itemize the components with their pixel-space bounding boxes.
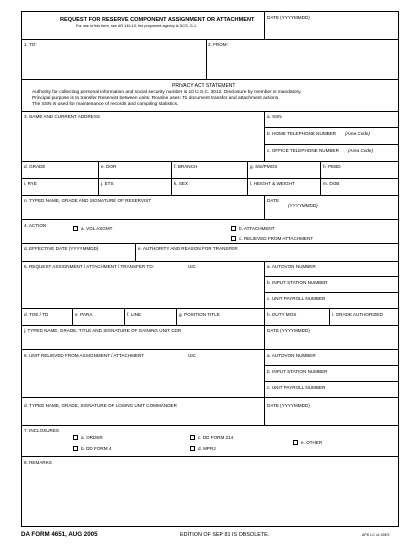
losing-cdr-field[interactable] [22, 410, 262, 424]
vol-asgmt-label: a. VOL ASGMT [81, 226, 113, 231]
grade-authorized-label: i. GRADE AUTHORIZED [332, 312, 383, 317]
dor-label: e. DOR [101, 164, 117, 169]
form-title: REQUEST FOR RESERVE COMPONENT ASSIGNMENT OR ATTACHMENT [60, 17, 255, 23]
to-field[interactable] [22, 48, 205, 78]
gaining-date-label: DATE (YYYYMMDD) [267, 328, 310, 333]
reservist-signature-label: n. TYPED NAME, GRADE AND SIGNATURE OF RESERVIST [24, 198, 152, 203]
action-label: 4. ACTION [24, 223, 47, 228]
lose-input-station-label: b. INPUT STATION NUMBER [267, 369, 328, 374]
gaining-cdr-label: j. TYPED NAME, GRADE, TITLE AND SIGNATURE OF GAINING UNIT CDR [24, 328, 182, 333]
relieved-label: c. RELIEVED FROM ATTACHMENT [239, 236, 314, 241]
home-phone-label: b. HOME TELEPHONE NUMBER [267, 131, 337, 136]
office-phone-hint: (Area Code) [348, 148, 374, 153]
transfer-to-field[interactable] [22, 270, 262, 307]
privacy-line-1: Authority for collecting personal information and social security number is 10 U.S.C. 3012. Disclosure by member is mandatory. [32, 90, 302, 95]
to-label: 1. TO: [24, 42, 37, 47]
header-date-field[interactable] [265, 22, 398, 38]
inclosures-label: 7. INCLOSURES [24, 428, 59, 433]
mprj-label: d. MPRJ [198, 446, 216, 451]
losing-cdr-label: d. TYPED NAME, GRADE, SIGNATURE OF LOSING UNIT COMMANDER [24, 403, 177, 408]
name-address-field[interactable] [22, 120, 262, 160]
para-label: e. PARA [75, 312, 93, 317]
losing-date-label: DATE (YYYYMMDD) [267, 403, 310, 408]
home-phone-hint: (Area Code) [345, 131, 371, 136]
transfer-uic-label: UIC [188, 264, 196, 269]
grade-label: d. GRADE [24, 164, 46, 169]
position-title-label: g. POSITION TITLE [179, 312, 220, 317]
line-label: f. LINE [127, 312, 142, 317]
other-label: e. OTHER [301, 440, 323, 445]
order-checkbox[interactable] [73, 435, 78, 440]
attachment-label: b. ATTACHMENT [239, 226, 275, 231]
gain-unit-payroll-label: c. UNIT PAYROLL NUMBER [267, 296, 326, 301]
dd-form-214-label: c. DD FORM 214 [198, 435, 234, 440]
form-subtitle: For use of this form, see AR 140-10; the proponent agency is DCS, G-1. [76, 24, 198, 28]
other-checkbox[interactable] [293, 440, 298, 445]
from-field[interactable] [207, 48, 397, 78]
from-label: 2. FROM: [208, 42, 228, 47]
remarks-label: 8. REMARKS [24, 460, 52, 465]
ets-label: j. ETS [101, 181, 114, 186]
order-label: a. ORDER [81, 435, 103, 440]
gain-autovon-label: a. AUTOVON NUMBER [267, 264, 316, 269]
dd-form-214-checkbox[interactable] [190, 435, 195, 440]
height-weight-label: l. HEIGHT & WEIGHT [250, 181, 295, 186]
edition-notice: EDITION OF SEP 81 IS OBSOLETE. [180, 532, 270, 538]
duty-mos-label: h. DUTY MOS [267, 312, 297, 317]
relieved-uic-label: UIC [188, 353, 196, 358]
effective-date-label: d. EFFECTIVE DATE (YYYYMMDD) [24, 246, 99, 251]
sex-label: k. SEX [174, 181, 189, 186]
gain-input-station-label: b. INPUT STATION NUMBER [267, 280, 328, 285]
remarks-field[interactable] [22, 467, 398, 525]
attachment-checkbox[interactable] [231, 226, 236, 231]
header-date-label: DATE (YYYYMMDD) [267, 15, 310, 20]
authority-label: e. AUTHORITY AND REASON FOR TRANSFER [138, 246, 238, 251]
lose-autovon-label: a. AUTOVON NUMBER [267, 353, 316, 358]
branch-label: f. BRANCH [174, 164, 198, 169]
toe-label: d. TOE / TD [24, 312, 49, 317]
gaining-cdr-field[interactable] [22, 334, 262, 348]
dd-form-4-checkbox[interactable] [73, 446, 78, 451]
privacy-title: PRIVACY ACT STATEMENT [172, 83, 236, 89]
relieved-unit-label: 6. UNIT RELIEVED FROM ASSIGNMENT / ATTACHMENT [24, 353, 145, 358]
form-number: DA FORM 4651, AUG 2005 [21, 531, 98, 538]
reservist-date-format: (YYYYMMDD) [288, 203, 318, 208]
reservist-signature-field[interactable] [22, 204, 262, 218]
privacy-line-3: The SSN is used for maintenance of records and compiling statistics. [32, 102, 179, 107]
reservist-date-label: DATE [267, 198, 279, 203]
office-phone-label: c. OFFICE TELEPHONE NUMBER [267, 148, 339, 153]
privacy-line-2: Principal purpose is to transfer Reservist between units. Routine uses: To document transfer and attachment actions. [32, 96, 280, 101]
lose-unit-payroll-label: c. UNIT PAYROLL NUMBER [267, 385, 326, 390]
relieved-unit-field[interactable] [22, 359, 262, 396]
name-address-label: 3. NAME AND CURRENT ADDRESS [24, 114, 100, 119]
rye-label: i. RYE [24, 181, 37, 186]
apd-version: APD LC v1.00ES [362, 533, 390, 537]
pebd-label: h. PEBD [323, 164, 341, 169]
mprj-checkbox[interactable] [190, 446, 195, 451]
ssn-label: a. SSN [267, 114, 282, 119]
dob-label: m. DOB [323, 181, 340, 186]
dd-form-4-label: b. DD FORM 4 [81, 446, 112, 451]
relieved-checkbox[interactable] [231, 236, 236, 241]
ssi-label: g. SSI/PMOS [250, 164, 278, 169]
vol-asgmt-checkbox[interactable] [73, 226, 78, 231]
transfer-to-label: 5. REQUEST ASSIGNMENT / ATTACHMENT / TRANSFER TO: [24, 264, 155, 269]
